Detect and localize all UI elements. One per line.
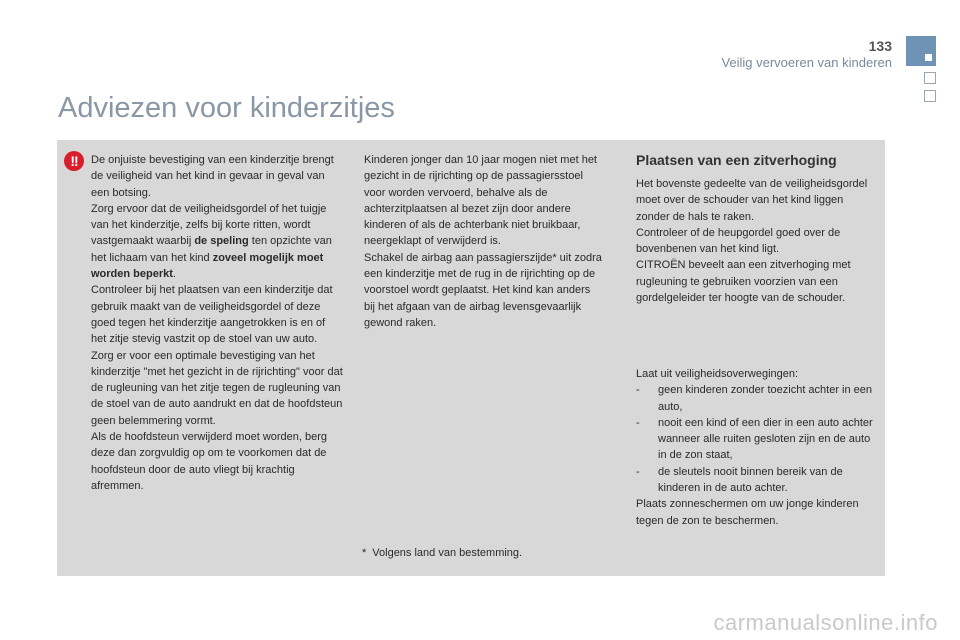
- age-paragraph: Kinderen jonger dan 10 jaar mogen niet met het gezicht in de rijrichting op de passagiersstoel voor worden vervoerd, behalve als de achterzitplaatsen al bezet zijn door andere kinderen of als de achterbank niet bruikbaar, neergeklapt of verwijderd is.: [364, 154, 597, 248]
- tab-dot-icon: [925, 54, 932, 61]
- footnote-text: Volgens land van bestemming.: [372, 547, 523, 559]
- list-item-text: de sleutels nooit binnen bereik van de kinderen in de auto achter.: [658, 465, 843, 495]
- list-dash: -: [636, 465, 640, 478]
- bold-segment: zoveel mogelijk moet worden beperkt: [91, 251, 324, 281]
- text-segment: .: [172, 268, 176, 281]
- warning-paragraph: De onjuiste bevestiging van een kinderzitje brengt de veiligheid van het kind in gevaar in geval van een botsing.: [91, 154, 334, 199]
- backrest-paragraph: Zorg er voor een optimale bevestiging van het kinderzitje "met het gezicht in de rijrichting" voor dat de rugleuning van het zitje tegen de rugleuning van de stoel van de auto aandrukt en dat de hoofdsteun geen belemmering vormt.: [91, 349, 343, 427]
- chapter-tab-box: [924, 72, 936, 84]
- airbag-paragraph: Schakel de airbag aan passagierszijde* uit zodra een kinderzitje met de rug in de rijrichting op de voorstoel wordt geplaatst. Het kind kan anders bij het afgaan van de airbag levensgevaarlijk gewond raken.: [364, 251, 602, 329]
- chapter-tab-box: [924, 90, 936, 102]
- page-title: Adviezen voor kinderzitjes: [58, 92, 395, 124]
- chapter-title: Veilig vervoeren van kinderen: [721, 55, 892, 70]
- list-dash: -: [636, 416, 640, 429]
- headrest-paragraph: Als de hoofdsteun verwijderd moet worden, berg deze dan zorgvuldig op om te voorkomen dat de hoofdsteun door de auto vliegt bij krachtig afremmen.: [91, 431, 328, 492]
- left-column: [91, 152, 343, 494]
- list-dash: -: [636, 384, 640, 397]
- text-segment: Zorg ervoor dat de veiligheidsgordel of het tuigje van het kinderzitje, zelfs bij korte ritten, wordt vastgemaakt waarbij: [91, 202, 327, 248]
- check-paragraph: Controleer bij het plaatsen van een kinderzitje dat gebruik maakt van de veiligheidsgordel of deze goed tegen het kinderzitje aangetrokken is en of het zitje stevig vastzit op de stoel van uw auto.: [91, 284, 333, 346]
- safety-intro: Laat uit veiligheidsoverwegingen:: [636, 368, 799, 380]
- watermark: carmanualsonline.info: [713, 610, 938, 635]
- list-item: [636, 382, 878, 415]
- list-item-text: nooit een kind of een dier in een auto achter wanneer alle ruiten gesloten zijn en de auto in de zon staat,: [658, 416, 873, 462]
- footnote-marker: *: [362, 547, 367, 559]
- shoulder-paragraph: Het bovenste gedeelte van de veiligheidsgordel moet over de schouder van het kind liggen zonder de hals te raken.: [636, 178, 868, 223]
- recommendation-paragraph: CITROËN beveelt aan een zitverhoging met rugleuning te gebruiken voorzien van een gordelgeleider ter hoogte van de schouder.: [636, 259, 851, 305]
- warning-icon: !!: [64, 151, 84, 171]
- lapbelt-paragraph: Controleer of de heupgordel goed over de bovenbenen van het kind ligt.: [636, 226, 841, 256]
- text-segment: ten opzichte van het lichaam van het kind: [91, 235, 332, 264]
- list-item-text: geen kinderen zonder toezicht achter in een auto,: [658, 384, 873, 413]
- middle-column: [364, 152, 604, 331]
- page-number: 133: [868, 38, 892, 54]
- section-heading: Plaatsen van een zitverhoging: [636, 152, 837, 168]
- bold-segment: de speling: [194, 235, 249, 248]
- right-column: [636, 176, 878, 306]
- safety-block: [636, 366, 878, 529]
- belt-paragraph: [91, 201, 343, 282]
- list-item: [636, 464, 878, 497]
- list-item: [636, 415, 878, 464]
- sunshade-paragraph: Plaats zonneschermen om uw jonge kinderen tegen de zon te beschermen.: [636, 498, 859, 527]
- footnote: [362, 547, 522, 559]
- chapter-tab-marker: [906, 36, 936, 66]
